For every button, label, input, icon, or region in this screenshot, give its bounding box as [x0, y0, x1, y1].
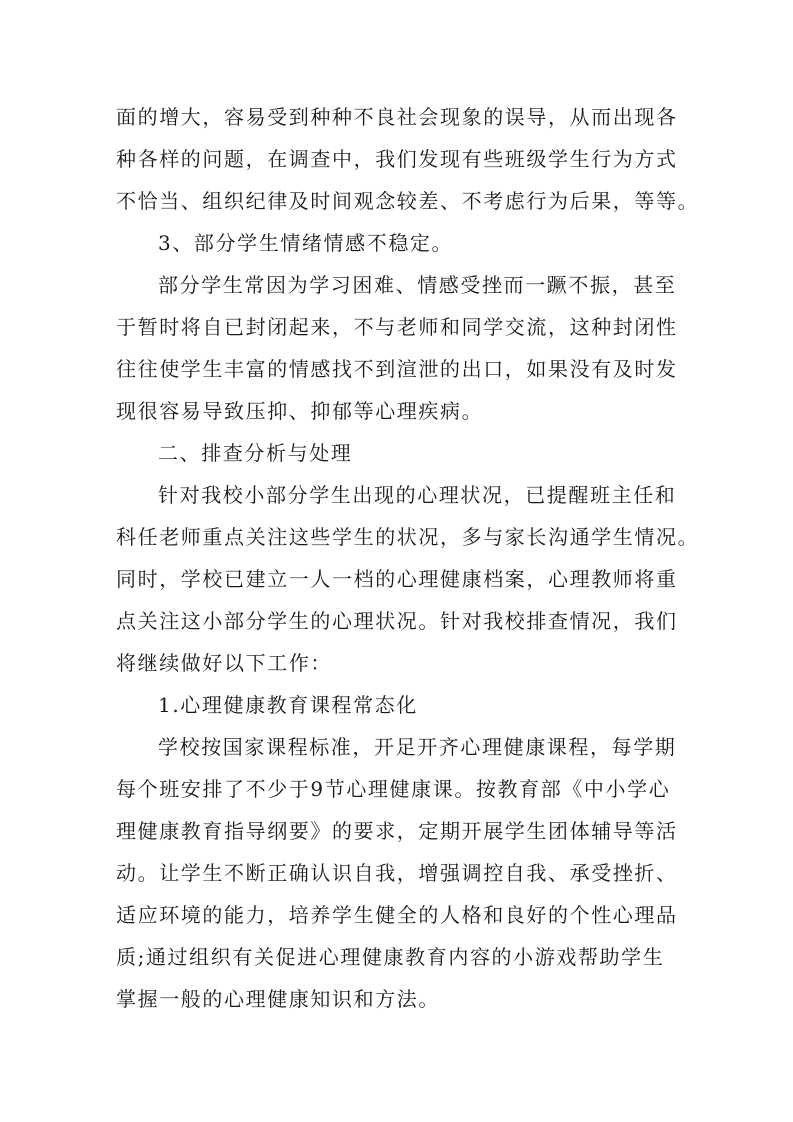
paragraph-curriculum: [116, 726, 680, 1020]
text-line: 同时，学校已建立一人一档的心理健康档案，心理教师将重: [116, 567, 678, 591]
heading-line: 3、部分学生情绪情感不稳定。: [158, 231, 454, 255]
text-line: 学校按国家课程标准，开足开齐心理健康课程，每学期: [158, 735, 677, 759]
text-line: 种各样的问题，在调查中，我们发现有些班级学生行为方式: [116, 147, 678, 171]
paragraph-emotion: [116, 264, 680, 432]
text-line: 质;通过组织有关促进心理健康教育内容的小游戏帮助学生: [116, 945, 665, 969]
section-heading-emotion: [116, 222, 680, 264]
section-heading-analysis: [116, 432, 680, 474]
text-line: 现很容易导致压抑、抑郁等心理疾病。: [116, 399, 484, 423]
text-line: 于暂时将自已封闭起来，不与老师和同学交流，这种封闭性: [116, 315, 678, 339]
text-line: 每个班安排了不少于9节心理健康课。按教育部《中小学心: [116, 777, 671, 801]
text-line: 掌握一般的心理健康知识和方法。: [116, 987, 440, 1011]
heading-line: 1.心理健康教育课程常态化: [158, 693, 418, 717]
text-line: 针对我校小部分学生出现的心理状况，已提醒班主任和: [158, 483, 677, 507]
text-line: 不恰当、组织纪律及时间观念较差、不考虑行为后果，等等。: [116, 189, 700, 213]
text-line: 将继续做好以下工作：: [116, 651, 332, 675]
text-line: 往往使学生丰富的情感找不到渲泄的出口，如果没有及时发: [116, 357, 678, 381]
paragraph-analysis: [116, 474, 700, 684]
paragraph-behavior-problems: [116, 96, 700, 222]
text-line: 科任老师重点关注这些学生的状况，多与家长沟通学生情况。: [116, 525, 700, 549]
text-line: 动。让学生不断正确认识自我，增强调控自我、承受挫折、: [116, 861, 678, 885]
text-line: 面的增大，容易受到种种不良社会现象的误导，从而出现各: [116, 105, 678, 129]
text-line: 理健康教育指导纲要》的要求，定期开展学生团体辅导等活: [116, 819, 678, 843]
text-line: 点关注这小部分学生的心理状况。针对我校排查情况，我们: [116, 609, 678, 633]
text-line: 部分学生常因为学习困难、情感受挫而一蹶不振，甚至: [158, 273, 677, 297]
section-heading-curriculum: [116, 684, 680, 726]
heading-line: 二、排查分析与处理: [158, 441, 353, 465]
text-line: 适应环境的能力，培养学生健全的人格和良好的个性心理品: [116, 903, 678, 927]
document-body: [116, 96, 700, 1020]
